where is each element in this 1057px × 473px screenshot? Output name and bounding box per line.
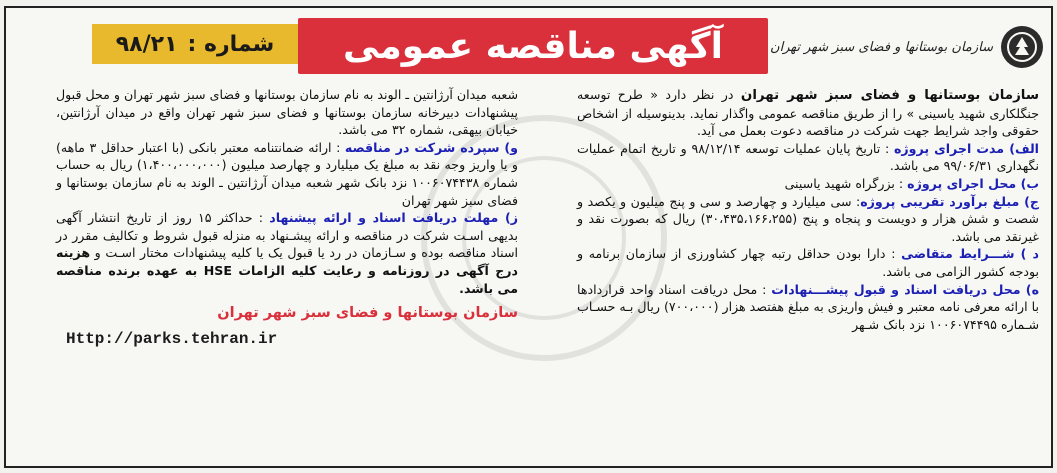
website-link[interactable]: Http://parks.tehran.ir (66, 329, 278, 348)
intro-paragraph (577, 86, 1039, 140)
logo-text: سازمان بوستانها و فضای سبز شهر تهران (770, 39, 993, 55)
intro-org: سازمان بوستانها و فضای سبز شهر تهران (740, 88, 1039, 103)
intro-text: در نظر دارد « طرح توسعه جنگلکاری شهید یاسینی » را از طریق مناقصه عمومی واگذار نماید. بدینوسیله از اشخاص حقوقی واجد شرایط جهت شرکت در مناقصه دعوت بعمل می آید. (577, 87, 1039, 139)
section-text: : حداکثر ۱۵ روز از تاریخ انتشار آگهی بدیهی اسـت شرکت در مناقصه و ارائه پیشـنهاد به منزله قبول شروط و تکالیف مقرر در اسناد مناقصه بوده و سـازمان در رد یا قبول یک یا کلیه پیشنهادات مختار اسـت و (56, 210, 518, 261)
section-requirements (577, 245, 1039, 280)
tree-emblem-icon (1001, 26, 1043, 68)
section-title: ب) محل اجرای پروژه (907, 175, 1039, 191)
section-text: : ارائه ضمانتنامه معتبر بانکی (با اعتبار حداقل ۳ ماهه) و یا واریز وجه نقد به مبلغ یک میلیارد و چهارصد میلیون (۱،۴۰۰،۰۰۰،۰۰۰) ریال به حساب شماره ۱۰۰۶۰۷۴۴۳۸ نزد بانک شهر شعبه میدان آرژانتین ـ الوند به نام سازمان بوستانها و فضای سبز شهر تهران (56, 139, 519, 208)
number-label: شماره : (187, 31, 275, 57)
header (6, 8, 1051, 82)
signature: سازمان بوستانها و فضای سبز شهر تهران (217, 305, 518, 322)
section-title: الف) مدت اجرای پروژه (893, 140, 1040, 156)
section-location (577, 175, 1039, 193)
section-estimate (577, 193, 1039, 246)
section-text: : بزرگراه شهید یاسینی (784, 175, 908, 191)
ad-body (6, 86, 1051, 466)
section-text: : دارا بودن حداقل رتبه چهار کشاورزی از سازمان برنامه و بودجه کشور الزامی می باشد. (577, 246, 1039, 279)
left-column (56, 86, 518, 348)
number-value: ۹۸/۲۱ (115, 31, 178, 57)
organization-logo (763, 24, 1043, 70)
advertisement-frame (4, 6, 1053, 468)
section-deadline (56, 209, 518, 297)
banner-title: آگهی مناقصه عمومی (343, 25, 723, 67)
section-text: : محل دریافت اسناد واحد قراردادها با ارائه معرفی نامه معتبر و فیش واریزی به مبلغ هفتصد هزار (۷۰۰،۰۰۰) ریال بـه حسـاب شـماره ۱۰۰۶۰۷۴۴۹۵ نزد بانک شـهر (577, 281, 1039, 332)
section-title: ز) مهلت دریافت اسناد و ارائه پیشنهاد (269, 210, 519, 226)
section-text: : تاریخ پایان عملیات توسعه ۹۸/۱۲/۱۴ و تاریخ اتمام عملیات نگهداری ۹۹/۰۶/۳۱ می باشد. (577, 140, 1039, 174)
section-deposit (56, 139, 518, 209)
section-title: د ) شـــرایط متقاضی (901, 246, 1039, 262)
left-intro-paragraph: شعبه میدان آرژانتین ـ الوند به نام سازمان بوستانها و فضای سبز شهر تهران و محل قبول پیشنهادات دبیرخانه سازمان بوستانها و فضای سبز شهر تهران واقع در میدان آرژانتین، خیابان بیهقی، شماره ۳۲ می باشد. (56, 87, 518, 138)
section-documents (577, 281, 1039, 334)
title-banner (298, 18, 768, 74)
closing-bold-text: هزینه درج آگهی در روزنامه و رعایت کلیه الزامات HSE به عهده برنده مناقصه می باشد. (56, 245, 518, 296)
section-duration (577, 140, 1039, 175)
section-text: : سی میلیارد و چهارصد و سی و پنج میلیون و یکصد و شصت و شش هزار و دویست و پنجاه و پنج (۳۰،۴۳۵،۱۶۶،۲۵۵) ریال که بصورت نقد و غیرنقد می باشد. (577, 193, 1039, 244)
right-column (577, 86, 1039, 333)
section-title: ه) محل دریافت اسناد و قبول پیشـــنهادات (771, 281, 1040, 297)
ad-number-box (92, 24, 298, 64)
section-title: ج) مبلغ برآورد تقریبی پروژه (860, 193, 1039, 209)
section-title: و) سپرده شرکت در مناقصه (344, 139, 518, 155)
